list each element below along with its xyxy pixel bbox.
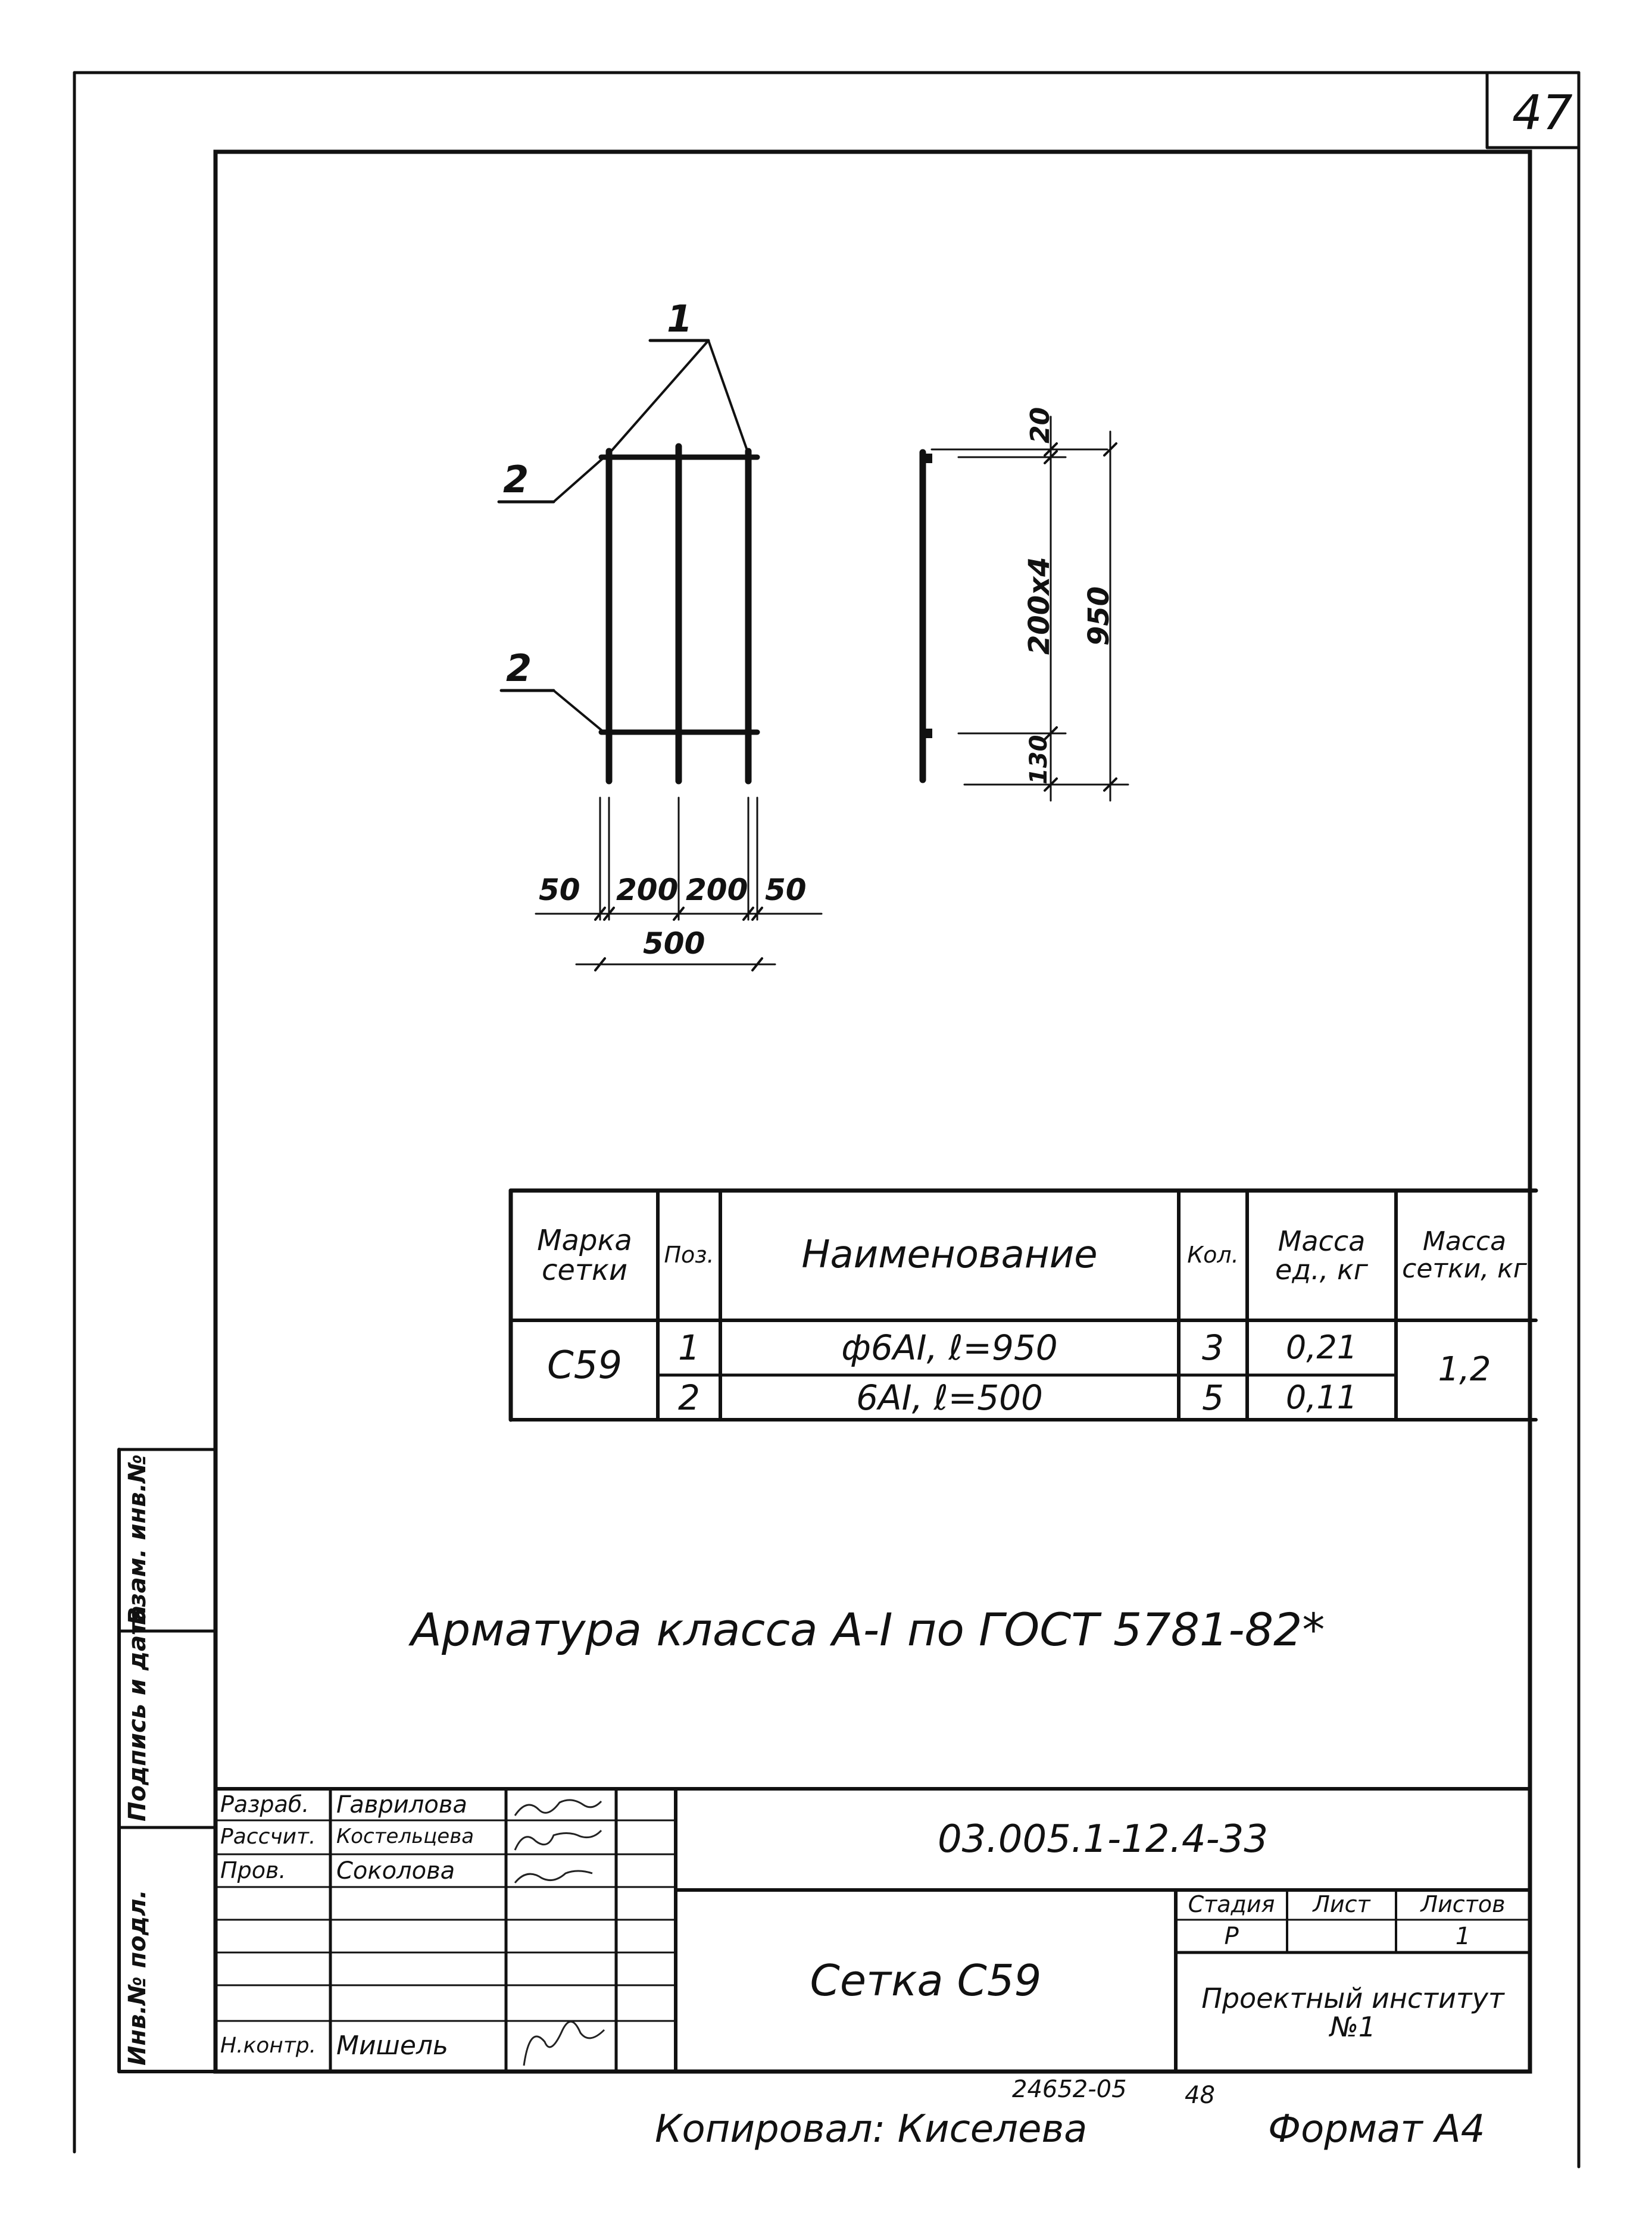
organization: Проектный институт №1 <box>1201 1982 1504 2043</box>
dim-bottom-seg-2: 200 <box>616 873 679 907</box>
header-mark: Марка сетки <box>537 1223 632 1287</box>
cell-mass-unit-2: 0,11 <box>1285 1378 1358 1416</box>
stage-value: Р <box>1224 1923 1239 1950</box>
dim-bottom-seg-3: 200 <box>686 873 748 907</box>
header-mass-mesh: Масса сетки, кг <box>1402 1226 1527 1284</box>
header-mass-unit: Масса ед., кг <box>1275 1224 1368 1286</box>
name-7: Мишель <box>336 2030 448 2061</box>
cell-pos-2: 2 <box>678 1377 700 1418</box>
dim-side-top: 20 <box>1025 407 1055 443</box>
cell-mass-mesh: 1,2 <box>1438 1349 1491 1389</box>
header-pos: Поз. <box>664 1242 714 1269</box>
sheet-value <box>1287 1921 1396 1952</box>
document-title: Сетка С59 <box>810 1955 1042 2006</box>
position-label-top: 1 <box>667 297 693 340</box>
paper-format: Формат А4 <box>1268 2107 1485 2151</box>
dim-bottom-total: 500 <box>643 926 705 961</box>
sheet-label: Лист <box>1313 1891 1370 1918</box>
header-name: Наименование <box>801 1233 1098 1277</box>
dim-side-middle: 200x4 <box>1023 557 1056 655</box>
cell-qty-2: 5 <box>1202 1377 1224 1418</box>
side-stamp-signature: Подпись и дата <box>124 1605 151 1822</box>
dim-bottom-seg-1: 50 <box>539 873 580 907</box>
stage-label: Стадия <box>1188 1891 1275 1918</box>
role-2: Рассчит. <box>220 1825 316 1850</box>
copied-by: Копировал: Киселева <box>655 2107 1088 2151</box>
cell-mark: С59 <box>546 1344 623 1388</box>
name-2: Костельцева <box>336 1825 474 1849</box>
dim-side-bottom: 130 <box>1025 735 1053 785</box>
extra-number: 48 <box>1185 2082 1215 2109</box>
name-3: Соколова <box>336 1857 455 1885</box>
side-stamp-replace: Взам. инв.№ <box>124 1454 151 1625</box>
cell-name-1: ф6АI, ℓ=950 <box>841 1327 1058 1368</box>
sheets-label: Листов <box>1420 1891 1506 1918</box>
header-qty: Кол. <box>1187 1242 1239 1269</box>
dim-bottom-seg-4: 50 <box>765 873 807 907</box>
sheets-value: 1 <box>1455 1923 1471 1950</box>
cell-qty-1: 3 <box>1202 1327 1224 1368</box>
dim-side-total: 950 <box>1082 586 1116 646</box>
role-7: Н.контр. <box>220 2033 317 2058</box>
signatures <box>515 1800 604 2066</box>
position-label-left-upper: 2 <box>503 458 529 501</box>
position-label-left-lower: 2 <box>506 646 532 690</box>
side-stamp-inv: Инв.№ подл. <box>124 1889 151 2066</box>
role-3: Пров. <box>220 1857 286 1884</box>
cell-mass-unit-1: 0,21 <box>1285 1328 1358 1366</box>
page-number: 47 <box>1512 85 1573 140</box>
role-1: Разраб. <box>220 1791 310 1818</box>
cell-pos-1: 1 <box>678 1327 700 1368</box>
order-number: 24652-05 <box>1012 2076 1127 2103</box>
document-code: 03.005.1-12.4-33 <box>937 1817 1269 1861</box>
cell-name-2: 6АI, ℓ=500 <box>856 1377 1043 1418</box>
name-1: Гаврилова <box>336 1791 467 1819</box>
reinforcement-note: Арматура класса А-I по ГОСТ 5781-82* <box>411 1603 1325 1656</box>
